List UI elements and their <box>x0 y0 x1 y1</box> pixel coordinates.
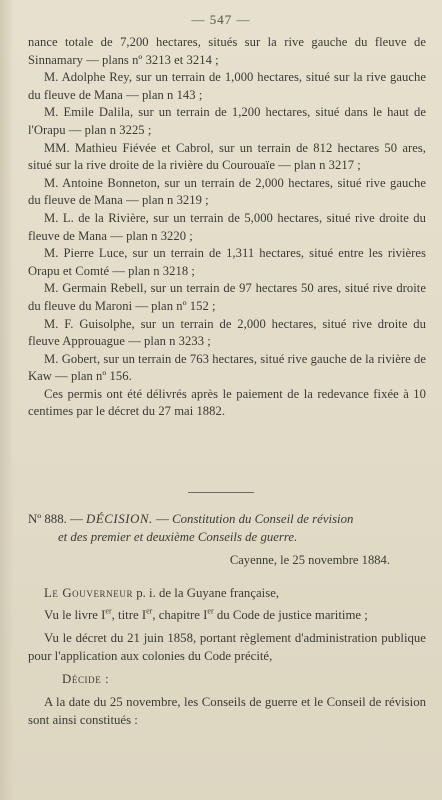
page-number: — 547 — <box>191 12 251 27</box>
permit-paragraph: M. L. de la Rivière, sur un terrain de 5,000 hectares, situé rive droite du fleuve de Mana — plan n 3220 ; <box>28 210 426 243</box>
governor-line <box>28 584 426 602</box>
final-paragraph: A la date du 25 novembre, les Conseils de guerre et le Conseil de révision sont ainsi constitués : <box>28 695 426 728</box>
superscript: er <box>207 607 214 617</box>
decide-label: Décide : <box>62 671 110 686</box>
decision-number: Nº 888. <box>28 512 67 526</box>
decision-subject-continued: et des premier et deuxième Conseils de guerre. <box>58 530 298 544</box>
section-divider <box>188 492 254 493</box>
considerant-decree: Vu le décret du 21 juin 1858, portant règlement d'administration publique pour l'application aux colonies du Code précité, <box>28 630 426 664</box>
heading-dash: — <box>66 512 87 526</box>
permit-paragraph: M. Adolphe Rey, sur un terrain de 1,000 hectares, situé sur la rive gauche du fleuve de Mana — plan n 143 ; <box>28 70 426 102</box>
permit-paragraph: nance totale de 7,200 hectares, situés sur la rive gauche du fleuve de Sinnamary — plans nº 3213 et 3214 ; <box>28 35 426 67</box>
superscript: er <box>105 607 112 617</box>
governor-rest: p. i. de la Guyane française, <box>133 586 280 600</box>
heading-dash: — <box>152 512 173 526</box>
permit-paragraph: M. Germain Rebell, sur un terrain de 97 hectares 50 ares, situé rive droite du fleuve du Maroni — plan nº 152 ; <box>28 281 426 313</box>
permit-paragraph: M. Gobert, sur un terrain de 763 hectares, situé rive gauche de la rivière de Kaw — plan nº 156. <box>28 351 426 384</box>
permit-paragraph: M. Emile Dalila, sur un terrain de 1,200 hectares, situé dans le haut de l'Orapu — plan n 3225 ; <box>28 105 426 137</box>
superscript: er <box>146 607 153 617</box>
text-run: Vu le livre I <box>44 608 106 623</box>
considerant-code <box>28 606 426 624</box>
permit-paragraph: M. Antoine Bonneton, sur un terrain de 2,000 hectares, situé rive gauche du fleuve de Mana — plan n 3219 ; <box>28 175 426 208</box>
text-run: du Code de justice maritime ; <box>213 608 368 623</box>
permit-paragraph: M. Pierre Luce, sur un terrain de 1,311 hectares, situé entre les rivières Orapu et Comté — plan n 3218 ; <box>28 246 426 278</box>
governor-title: Le Gouverneur <box>44 586 134 600</box>
decision-heading <box>28 510 426 546</box>
text-run: , titre I <box>111 608 147 623</box>
closing-paragraph: Ces permis ont été délivrés après le paiement de la redevance fixée à 10 centimes par le décret du 27 mai 1882. <box>28 386 426 419</box>
permit-paragraph: MM. Mathieu Fiévée et Cabrol, sur un terrain de 812 hectares 50 ares, situé sur la rive droite de la rivière du Courouaïe — plan n 3217 ; <box>28 140 426 173</box>
text-run: , chapitre I <box>152 608 208 623</box>
decision-title: DÉCISION. <box>86 512 153 526</box>
decision-body <box>28 584 426 734</box>
page-fold-shadow <box>0 0 14 800</box>
permits-list <box>28 34 426 421</box>
permit-paragraph: M. F. Guisolphe, sur un terrain de 2,000 hectares, situé rive droite du fleuve Approuague — plan n 3233 ; <box>28 316 426 349</box>
dateline: Cayenne, le 25 novembre 1884. <box>229 553 390 567</box>
decision-subject: Constitution du Conseil de révision <box>172 512 354 526</box>
